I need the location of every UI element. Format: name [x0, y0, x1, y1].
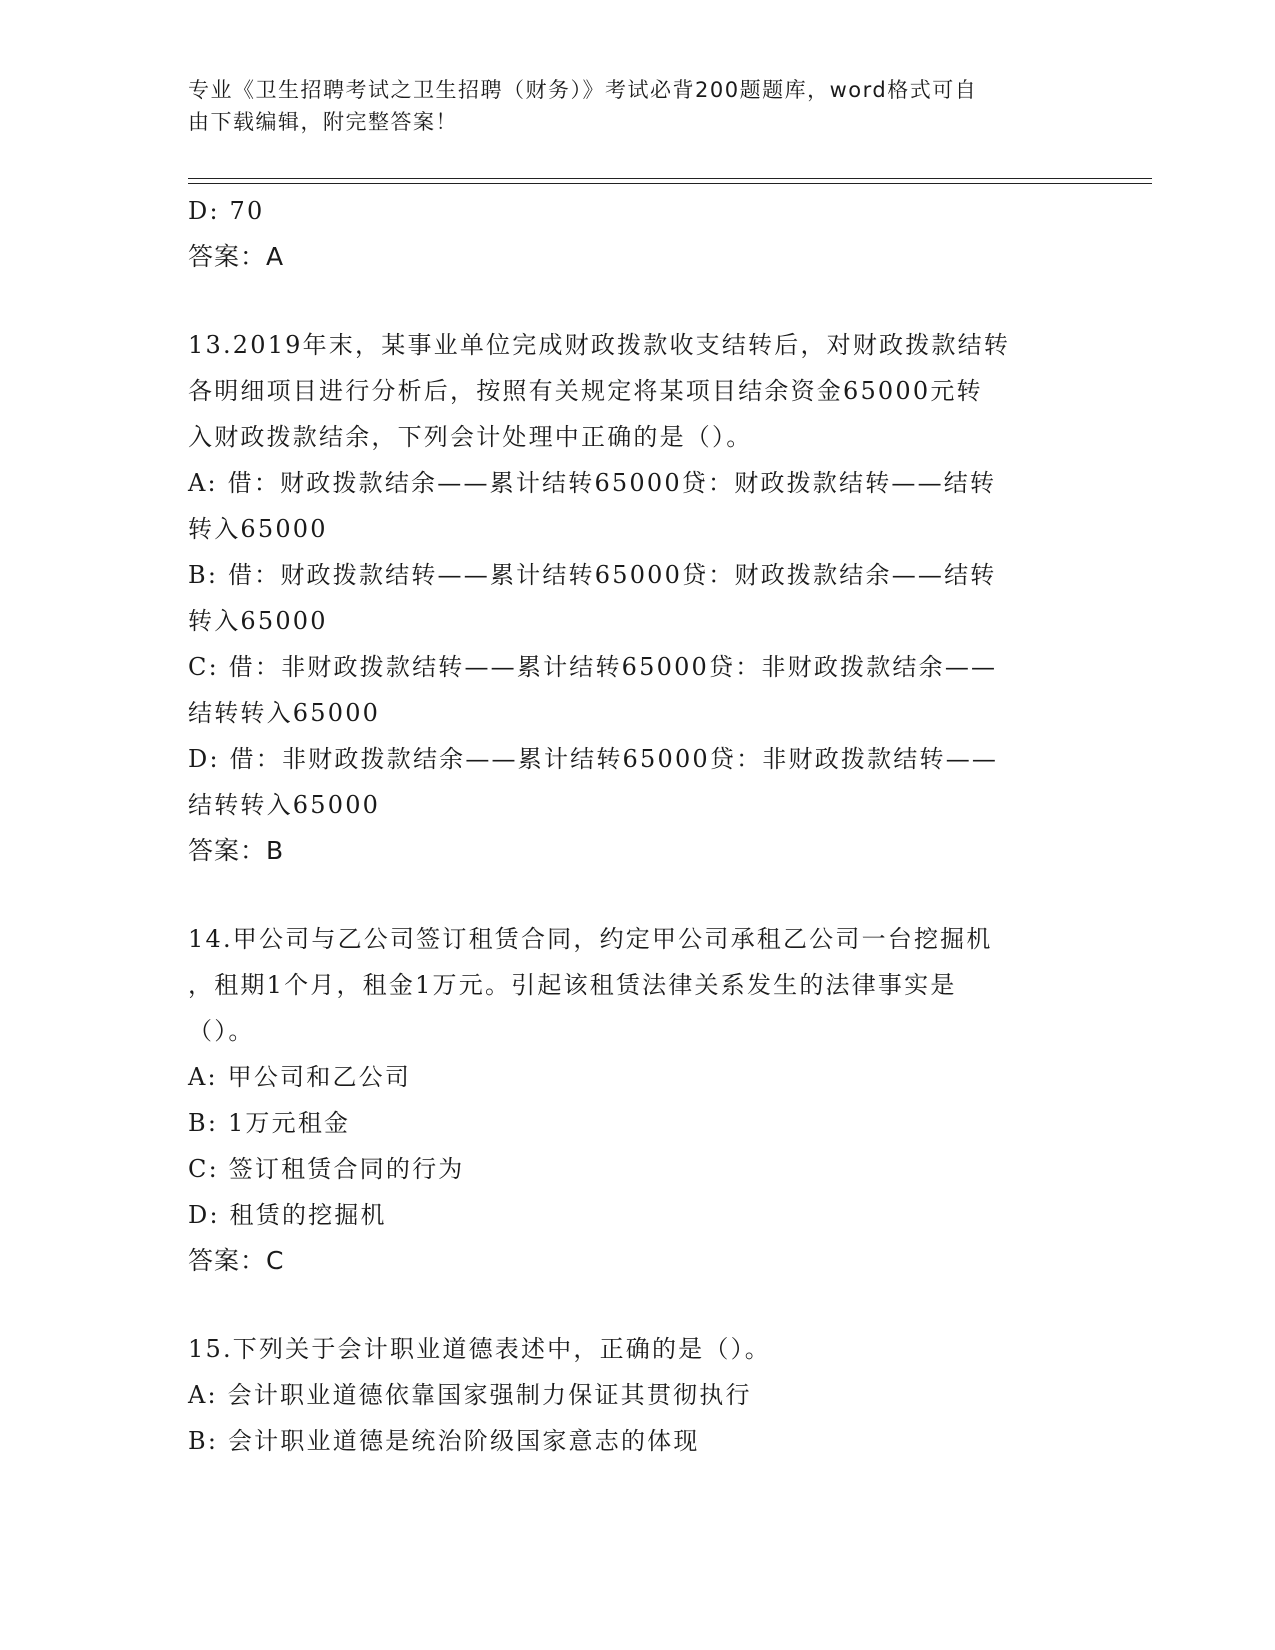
q15-stem-line: 15.下列关于会计职业道德表述中，正确的是（）。	[188, 1335, 771, 1363]
prev-option-d: D: 70	[188, 197, 265, 225]
q13-option-b-cont: 转入65000	[188, 607, 328, 635]
spacer	[188, 874, 1088, 916]
spacer	[188, 1284, 1088, 1326]
q13-option-c: C: 借：非财政拨款结转——累计结转65000贷：非财政拨款结余——	[188, 653, 998, 681]
q15-option-b: B: 会计职业道德是统治阶级国家意志的体现	[188, 1427, 700, 1455]
prev-answer: 答案：A	[188, 242, 285, 271]
header-line-2: 由下载编辑，附完整答案！	[188, 110, 458, 134]
q14-option-d: D: 租赁的挖掘机	[188, 1201, 387, 1229]
q14-option-b: B: 1万元租金	[188, 1109, 351, 1137]
header-divider-top	[188, 178, 1152, 179]
q13-option-d: D: 借：非财政拨款结余——累计结转65000贷：非财政拨款结转——	[188, 745, 999, 773]
question-15	[188, 1326, 1088, 1464]
q14-option-a: A: 甲公司和乙公司	[188, 1063, 412, 1091]
q14-stem-line: ，租期1个月，租金1万元。引起该租赁法律关系发生的法律事实是	[188, 971, 957, 999]
q13-option-b: B: 借：财政拨款结转——累计结转65000贷：财政拨款结余——结转	[188, 561, 997, 589]
q13-answer: 答案：B	[188, 836, 285, 865]
q13-option-d-cont: 结转转入65000	[188, 791, 381, 819]
q13-stem-line: 入财政拨款结余，下列会计处理中正确的是（）。	[188, 423, 753, 451]
q14-option-c: C: 签订租赁合同的行为	[188, 1155, 465, 1183]
header-line-1: 专业《卫生招聘考试之卫生招聘（财务）》考试必背200题题库，word格式可自	[188, 78, 978, 102]
q13-option-c-cont: 结转转入65000	[188, 699, 381, 727]
q15-option-a: A: 会计职业道德依靠国家强制力保证其贯彻执行	[188, 1381, 752, 1409]
spacer	[188, 280, 1088, 322]
q14-stem-line: 14.甲公司与乙公司签订租赁合同，约定甲公司承租乙公司一台挖掘机	[188, 925, 993, 953]
question-13	[188, 322, 1088, 874]
q14-stem-line: （）。	[188, 1017, 255, 1045]
question-content	[188, 188, 1088, 1464]
page-header	[188, 74, 1068, 138]
header-divider-bottom	[188, 183, 1152, 184]
q14-answer: 答案：C	[188, 1246, 285, 1275]
q13-stem-line: 13.2019年末，某事业单位完成财政拨款收支结转后，对财政拨款结转	[188, 331, 1011, 359]
q13-stem-line: 各明细项目进行分析后，按照有关规定将某项目结余资金65000元转	[188, 377, 983, 405]
q13-option-a: A: 借：财政拨款结余——累计结转65000贷：财政拨款结转——结转	[188, 469, 997, 497]
question-14	[188, 916, 1088, 1284]
q13-option-a-cont: 转入65000	[188, 515, 328, 543]
